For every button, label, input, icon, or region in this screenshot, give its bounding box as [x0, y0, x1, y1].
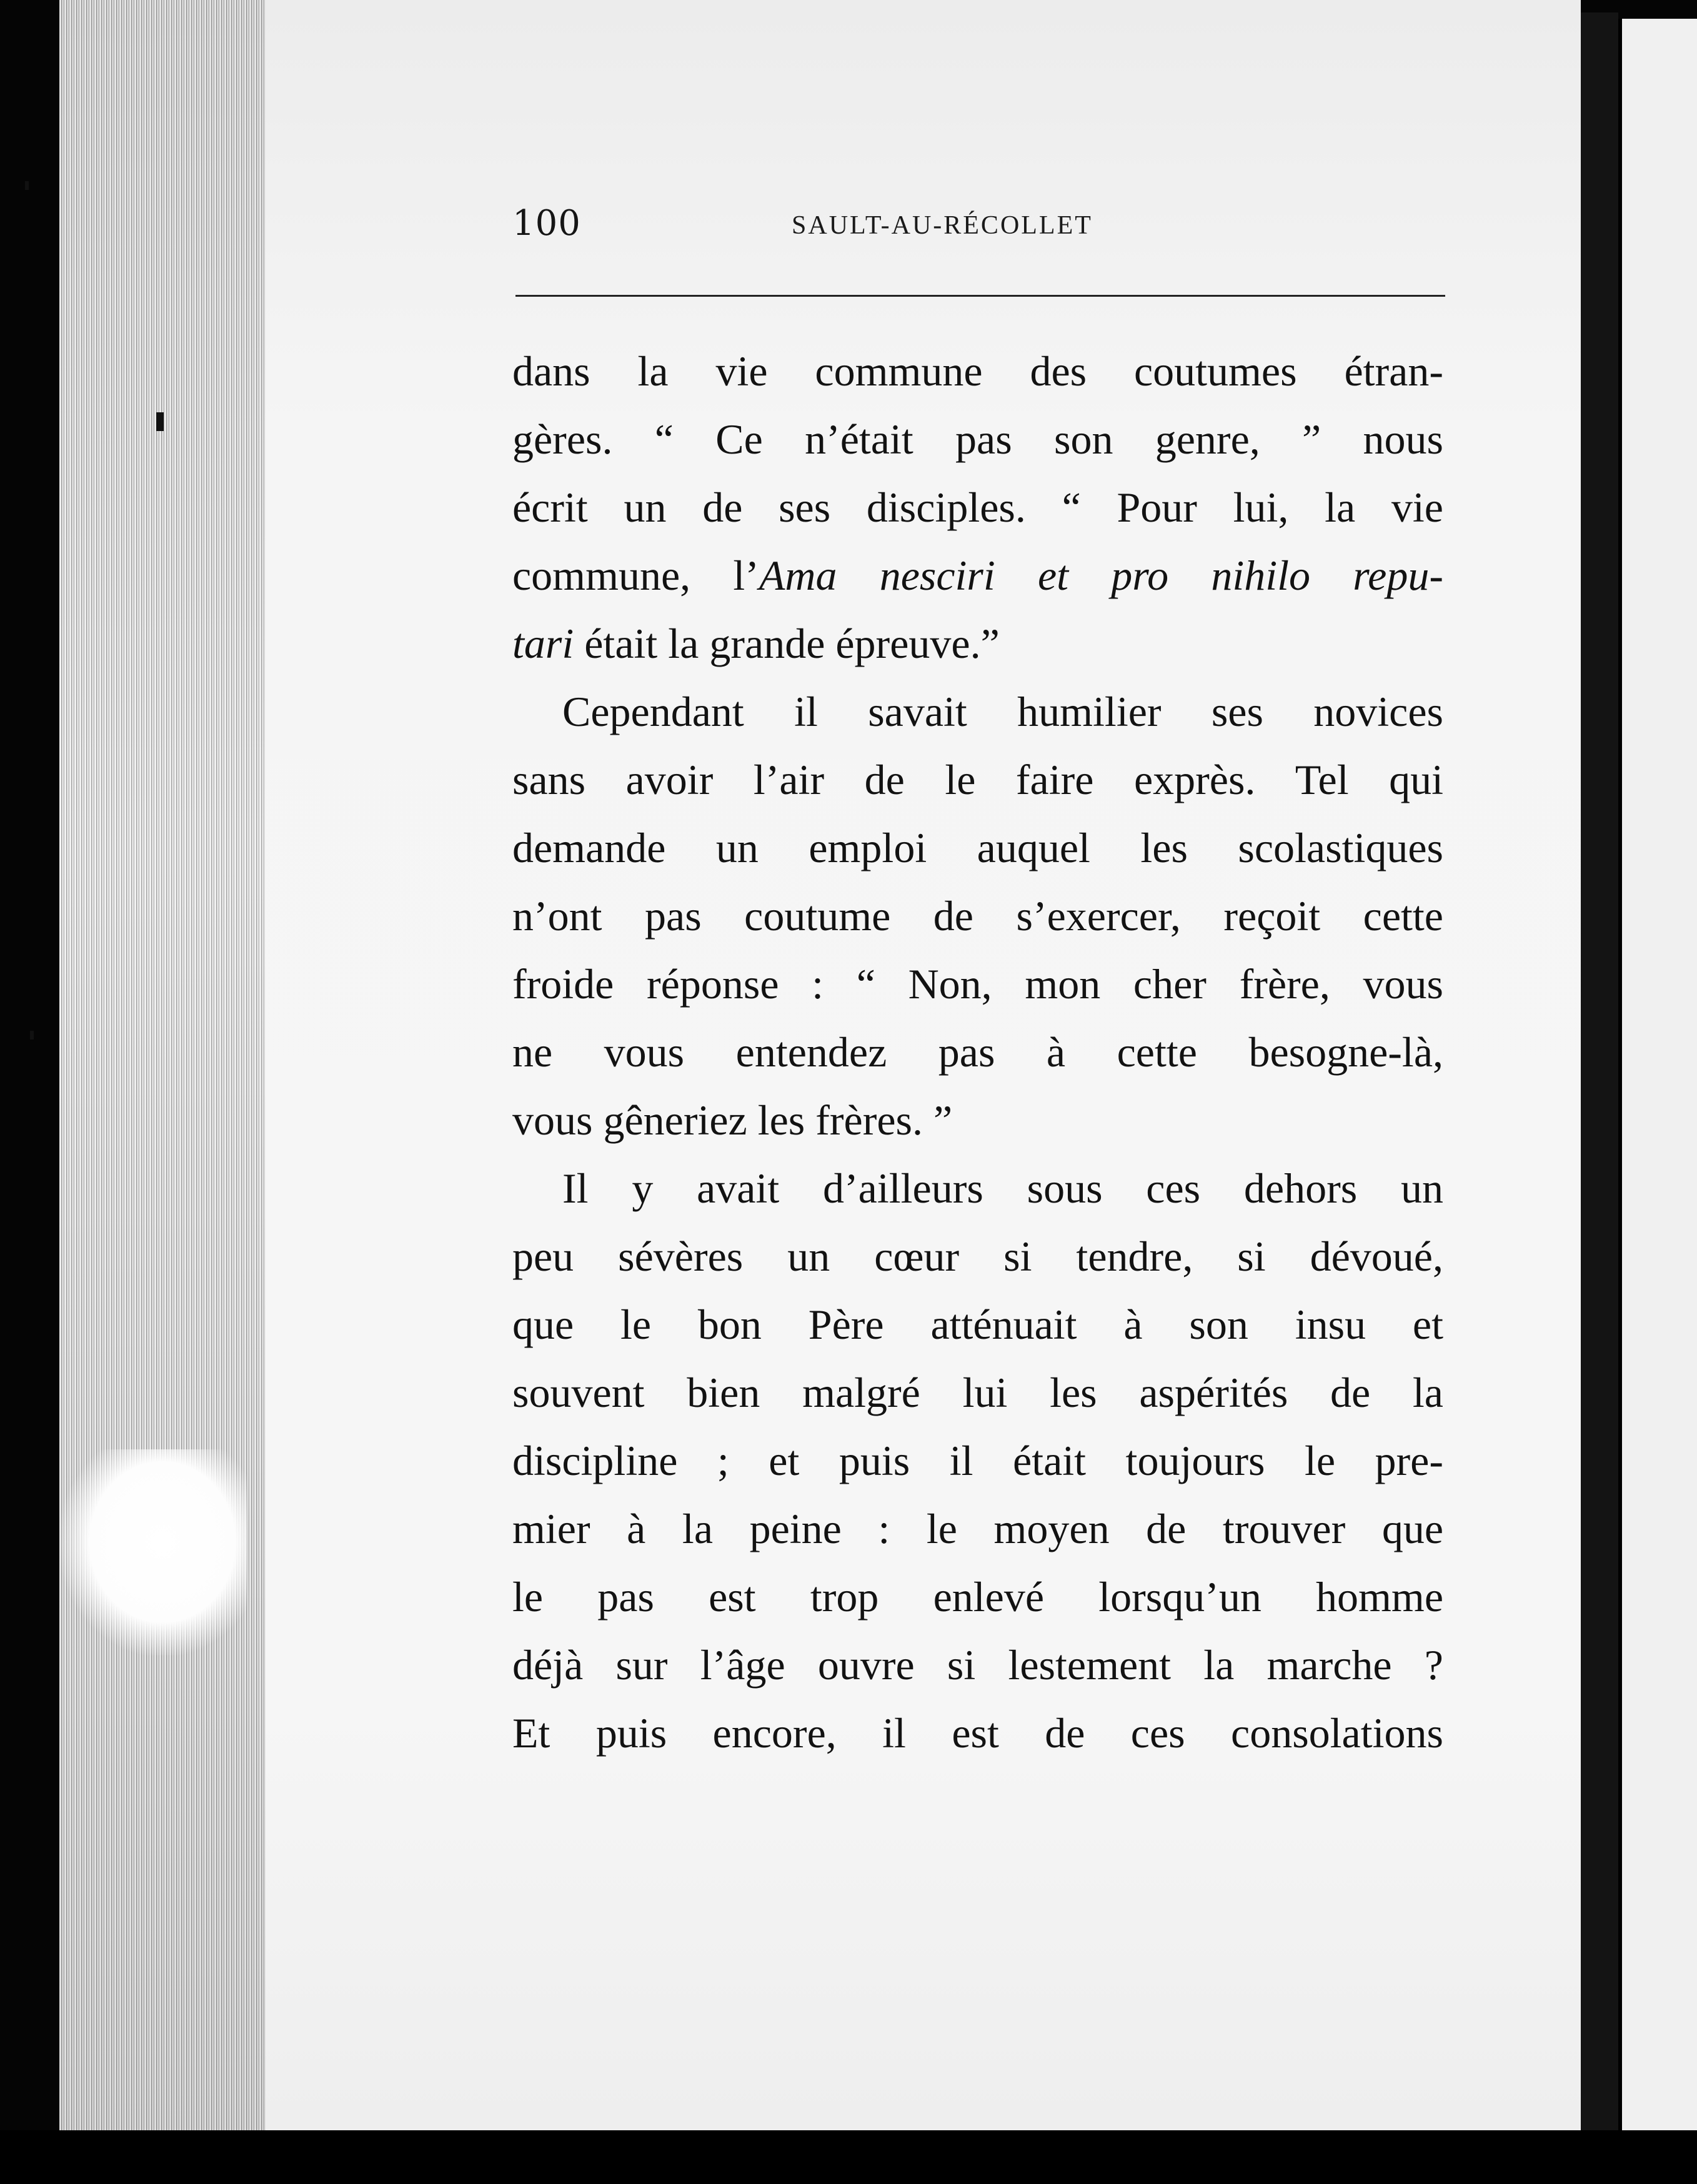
text-segment: déjà sur l’âge ouvre si lestement la marche ?: [512, 1641, 1443, 1689]
text-segment: dans la vie commune des coutumes étran-: [512, 347, 1443, 395]
page-edges-shading: [59, 0, 266, 2143]
text-segment: discipline ; et puis il était toujours le pre-: [512, 1437, 1443, 1484]
text-line: [512, 1699, 1443, 1767]
text-line: [512, 746, 1443, 814]
text-segment: souvent bien malgré lui les aspérités de la: [512, 1369, 1443, 1416]
text-segment: que le bon Père atténuait à son insu et: [512, 1301, 1443, 1348]
text-line: [512, 882, 1443, 950]
text-line: [512, 1359, 1443, 1427]
scan-speck: [25, 181, 29, 190]
text-segment: était la grande épreuve.”: [574, 620, 1000, 667]
text-segment: demande un emploi auquel les scolastiques: [512, 824, 1443, 871]
text-segment: froide réponse : “ Non, mon cher frère, vous: [512, 960, 1443, 1008]
text-line: [512, 1223, 1443, 1291]
text-line: [512, 1631, 1443, 1699]
text-segment: vous gêneriez les frères. ”: [512, 1096, 953, 1144]
text-line: [512, 1291, 1443, 1359]
text-segment: Et puis encore, il est de ces consolations: [512, 1709, 1443, 1757]
text-segment: sans avoir l’air de le faire exprès. Tel qui: [512, 756, 1443, 803]
text-segment: peu sévères un cœur si tendre, si dévoué,: [512, 1233, 1443, 1280]
text-segment: gères. “ Ce n’était pas son genre, ” nous: [512, 415, 1443, 463]
italic-latin-phrase: Ama nesciri et pro nihilo repu-: [759, 552, 1443, 599]
book-spine: [1581, 12, 1618, 2130]
text-line: [512, 1154, 1443, 1223]
running-head: [512, 203, 1446, 247]
text-segment: Il y avait d’ailleurs sous ces dehors un: [562, 1164, 1443, 1212]
text-segment: écrit un de ses disciples. “ Pour lui, la vie: [512, 484, 1443, 531]
text-line: [512, 678, 1443, 746]
text-segment: mier à la peine : le moyen de trouver que: [512, 1505, 1443, 1552]
page-number: 100: [512, 203, 581, 244]
text-line: [512, 1086, 1443, 1154]
text-line: [512, 1018, 1443, 1086]
running-title: SAULT-AU-RÉCOLLET: [792, 211, 1093, 240]
text-line: [512, 814, 1443, 882]
text-line: [512, 1427, 1443, 1495]
text-line: [512, 610, 1443, 678]
text-segment: Cependant il savait humilier ses novices: [562, 688, 1443, 735]
text-segment: commune, l’: [512, 552, 759, 599]
paper-damage-blot: [59, 1449, 247, 1655]
text-segment: n’ont pas coutume de s’exercer, reçoit cette: [512, 892, 1443, 940]
text-line: [512, 1563, 1443, 1631]
facing-page-sliver: [1618, 19, 1697, 2130]
text-line: [512, 474, 1443, 542]
text-segment: le pas est trop enlevé lorsqu’un homme: [512, 1573, 1443, 1621]
text-line: [512, 542, 1443, 610]
italic-latin-phrase: tari: [512, 620, 574, 667]
scan-speck: [156, 412, 164, 431]
scan-border: [0, 2130, 1697, 2184]
text-line: [512, 337, 1443, 405]
body-text: [512, 337, 1443, 1767]
text-line: [512, 1495, 1443, 1563]
text-line: [512, 950, 1443, 1018]
text-segment: ne vous entendez pas à cette besogne-là,: [512, 1028, 1443, 1076]
text-line: [512, 405, 1443, 474]
scan-speck: [30, 1031, 34, 1040]
header-rule: [515, 295, 1445, 297]
